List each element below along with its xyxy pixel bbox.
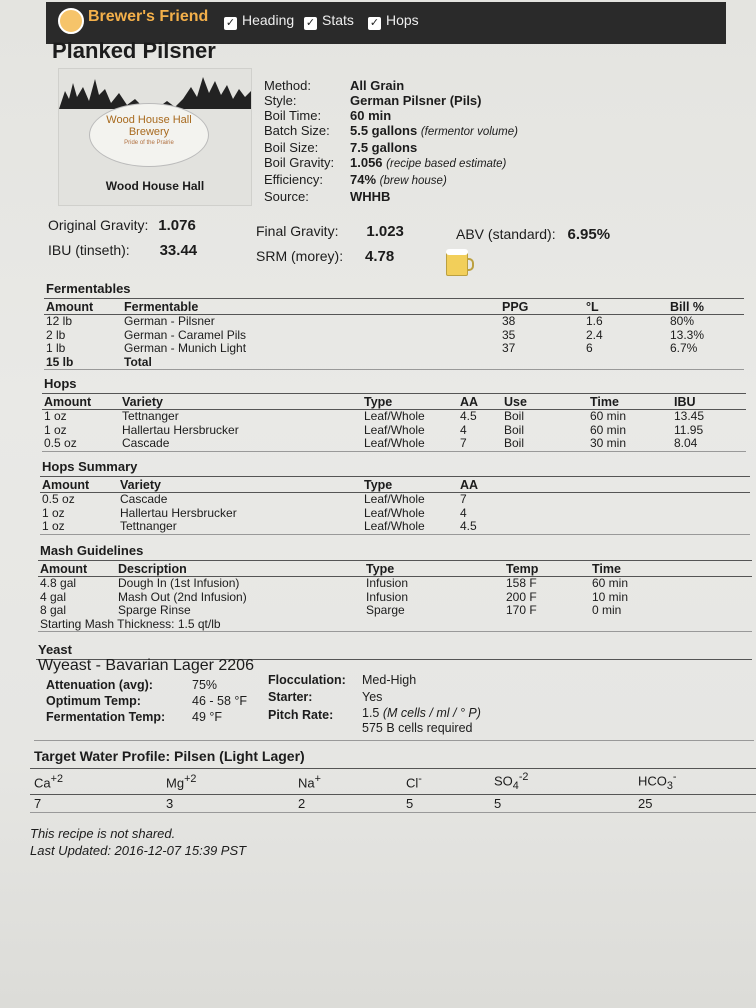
beer-color-mug-icon xyxy=(446,252,468,276)
table-row: 12 lb German - Pilsner 38 1.6 80% xyxy=(46,314,695,328)
yeast-name: Wyeast - Bavarian Lager 2206 xyxy=(38,657,254,674)
heading-toggle[interactable]: ✓ Heading xyxy=(225,12,295,29)
brewers-friend-logo-icon xyxy=(58,8,84,34)
table-row: 1 oz Hallertau Hersbrucker Leaf/Whole 4 xyxy=(42,505,467,520)
table-row: 0.5 oz Cascade Leaf/Whole 7 xyxy=(42,492,467,506)
yeast-pitch-rate: Pitch Rate: xyxy=(268,708,334,722)
mash-table: Amount Description Type Temp Time 4.8 gal Dough In (1st Infusion) Infusion 158 F 60 min 4 gal Mash Out (2nd Infusion) Infusion 200 F 10 min 8 gal Sparge Rinse Sparge 170 F 0 min Starting Mash Thickness: 1.5 qt/lb xyxy=(38,560,752,632)
ibu: IBU (tinseth): 33.44 xyxy=(48,242,198,259)
stats-toggle[interactable]: ✓ Stats xyxy=(305,12,354,29)
original-gravity: Original Gravity: 1.076 xyxy=(48,217,196,234)
hops-toggle[interactable]: ✓ Hops xyxy=(369,12,419,29)
table-row: 7 3 2 5 5 25 xyxy=(30,794,756,812)
hops-heading: Hops xyxy=(44,376,77,391)
yeast-attenuation: Attenuation (avg): 75% xyxy=(46,678,218,692)
hops-table: Amount Variety Type AA Use Time IBU 1 oz Tettnanger Leaf/Whole 4.5 Boil 60 min 13.45 1 oz Hallertau Hersbrucker Leaf/Whole 4 Boil 60 min 11.95 0.5 oz Cascade Leaf/Whole 7 Boil 30 min 8.04 xyxy=(42,393,746,452)
table-row: 4.8 gal Dough In (1st Infusion) Infusion 158 F 60 min xyxy=(40,576,629,590)
checkbox-checked-icon: ✓ xyxy=(369,17,380,29)
srm: SRM (morey): 4.78 xyxy=(256,248,395,265)
recipe-details: Method: All Grain Style: German Pilsner (Pils) Boil Time: 60 min Batch Size: 5.5 gallons (fermentor volume) Boil Size: 7.5 gallons Boil Gravity: 1.056 (recipe based estimate) Efficiency: 74% (brew house) Source: WHHB xyxy=(264,78,518,204)
yeast-starter: Starter: xyxy=(268,690,313,704)
mash-guidelines-heading: Mash Guidelines xyxy=(40,543,144,558)
checkbox-checked-icon: ✓ xyxy=(305,17,316,29)
yeast-pitch-value: 1.5 (M cells / ml / ° P) xyxy=(362,706,481,720)
last-updated: Last Updated: 2016-12-07 15:39 PST xyxy=(30,843,247,858)
yeast-fermentation-temp: Fermentation Temp: 49 °F xyxy=(46,710,223,724)
yeast-bottom-divider xyxy=(34,740,754,741)
recipe-title: Planked Pilsner xyxy=(52,38,216,63)
table-row: 2 lb German - Caramel Pils 35 2.4 13.3% xyxy=(46,327,705,342)
water-profile-heading: Target Water Profile: Pilsen (Light Lager) xyxy=(34,748,305,764)
brewery-logo-badge: Wood House Hall Brewery Pride of the Prairie xyxy=(89,103,209,167)
table-row: 1 oz Tettnanger Leaf/Whole 4.5 Boil 60 min 13.45 xyxy=(44,409,705,423)
fermentables-table: Amount Fermentable PPG °L Bill % 12 lb German - Pilsner 38 1.6 80% 2 lb German - Caramel Pils 35 2.4 13.3% 1 lb German - Munich Light 37 6 6.7% 15 lb Total xyxy=(44,298,744,370)
checkbox-checked-icon: ✓ xyxy=(225,17,236,29)
table-row: 8 gal Sparge Rinse Sparge 170 F 0 min xyxy=(40,603,622,617)
hops-summary-heading: Hops Summary xyxy=(42,459,138,474)
final-gravity: Final Gravity: 1.023 xyxy=(256,223,404,240)
yeast-optimum-temp: Optimum Temp: 46 - 58 °F xyxy=(46,694,248,708)
table-row: 1 lb German - Munich Light 37 6 6.7% xyxy=(46,341,698,355)
brewery-name: Wood House Hall xyxy=(105,179,205,193)
abv: ABV (standard): 6.95% xyxy=(456,226,611,243)
mash-thickness-row: Starting Mash Thickness: 1.5 qt/lb xyxy=(38,618,752,632)
table-row: 1 oz Hallertau Hersbrucker Leaf/Whole 4 Boil 60 min 11.95 xyxy=(44,422,704,437)
fermentables-heading: Fermentables xyxy=(46,281,131,296)
yeast-heading: Yeast xyxy=(38,642,72,657)
table-row: 1 oz Tettnanger Leaf/Whole 4.5 xyxy=(40,520,750,534)
table-row: 4 gal Mash Out (2nd Infusion) Infusion 200 F 10 min xyxy=(40,589,629,604)
hops-summary-table: Amount Variety Type AA 0.5 oz Cascade Leaf/Whole 7 1 oz Hallertau Hersbrucker Leaf/Whole 4 1 oz Tettnanger Leaf/Whole 4.5 xyxy=(40,476,750,535)
table-row: 0.5 oz Cascade Leaf/Whole 7 Boil 30 min 8.04 xyxy=(42,437,746,451)
yeast-flocculation: Flocculation: xyxy=(268,673,346,687)
brewery-logo xyxy=(58,68,252,206)
table-row-total: 15 lb Total xyxy=(44,356,744,370)
share-status: This recipe is not shared. xyxy=(30,826,176,841)
app-title: Brewer's Friend xyxy=(88,8,209,25)
water-profile-table: $Ca^{+2}$ $Mg^{+2}$ Na+ Cl- $SO_4^{-2}$ $HCO_3^-$ 7 3 2 5 5 25 xyxy=(30,768,756,813)
